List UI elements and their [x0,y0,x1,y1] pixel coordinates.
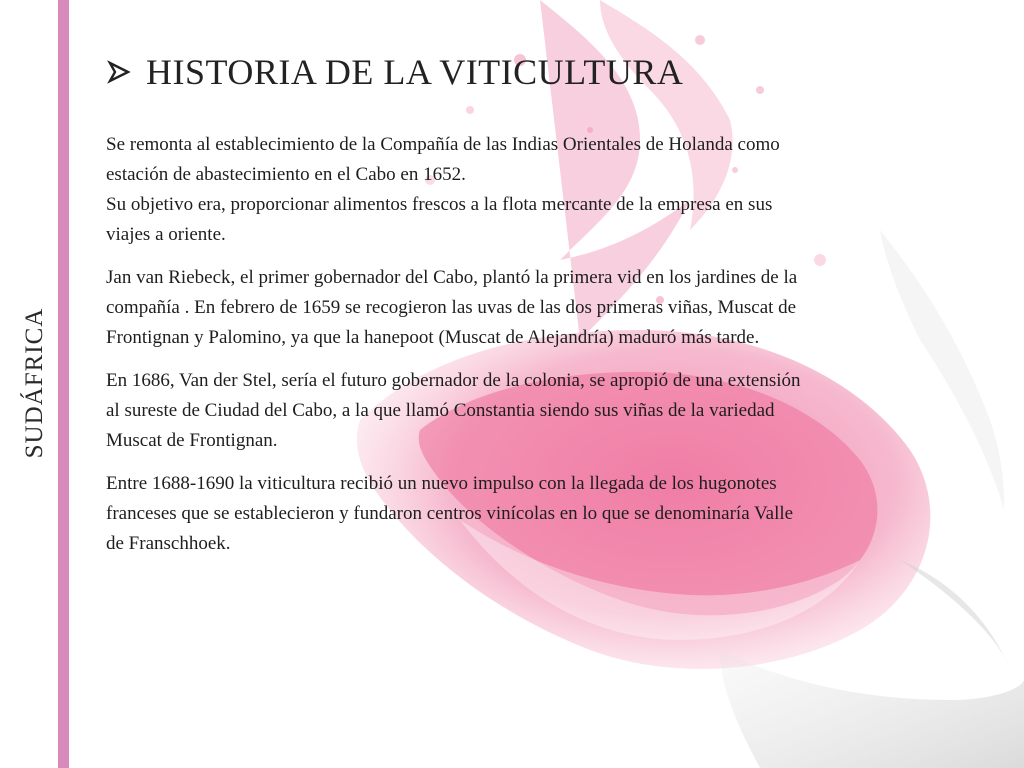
paragraph-constantia [106,366,968,456]
text-line: Entre 1688-1690 la viticultura recibió un nuevo impulso con la llegada de los hugonotes [106,473,777,494]
slide-title: HISTORIA DE LA VITICULTURA [146,52,684,92]
paragraph-huguenots [106,469,968,559]
text-line: Frontignan y Palomino, ya que la hanepoot (Muscat de Alejandría) maduró más tarde. [106,327,760,348]
arrow-bullet-icon [106,59,132,85]
text-line: En 1686, Van der Stel, sería el futuro gobernador de la colonia, se apropió de una extensión [106,370,801,391]
title-row [106,48,683,96]
side-label: SUDÁFRICA [21,307,48,459]
text-line: franceses que se establecieron y fundaron centros vinícolas en lo que se denominaría Valle [106,503,794,524]
glass-stem-shadow [720,650,1024,768]
text-line: Jan van Riebeck, el primer gobernador del Cabo, plantó la primera vid en los jardines de la [106,267,798,288]
accent-side-bar [58,0,69,768]
text-line: viajes a oriente. [106,224,226,245]
paragraph-riebeck [106,263,968,353]
text-line: de Franschhoek. [106,533,231,554]
text-line: compañía . En febrero de 1659 se recogieron las uvas de las dos primeras viñas, Muscat de [106,297,797,318]
text-line: estación de abastecimiento en el Cabo en 1652. [106,164,466,185]
body-text [106,130,968,572]
text-line: Su objetivo era, proporcionar alimentos frescos a la flota mercante de la empresa en sus [106,194,773,215]
text-line: al sureste de Ciudad del Cabo, a la que llamó Constantia siendo sus viñas de la variedad [106,400,775,421]
paragraph-origin [106,130,968,250]
text-line: Muscat de Frontignan. [106,430,278,451]
text-line: Se remonta al establecimiento de la Compañía de las Indias Orientales de Holanda como [106,134,780,155]
